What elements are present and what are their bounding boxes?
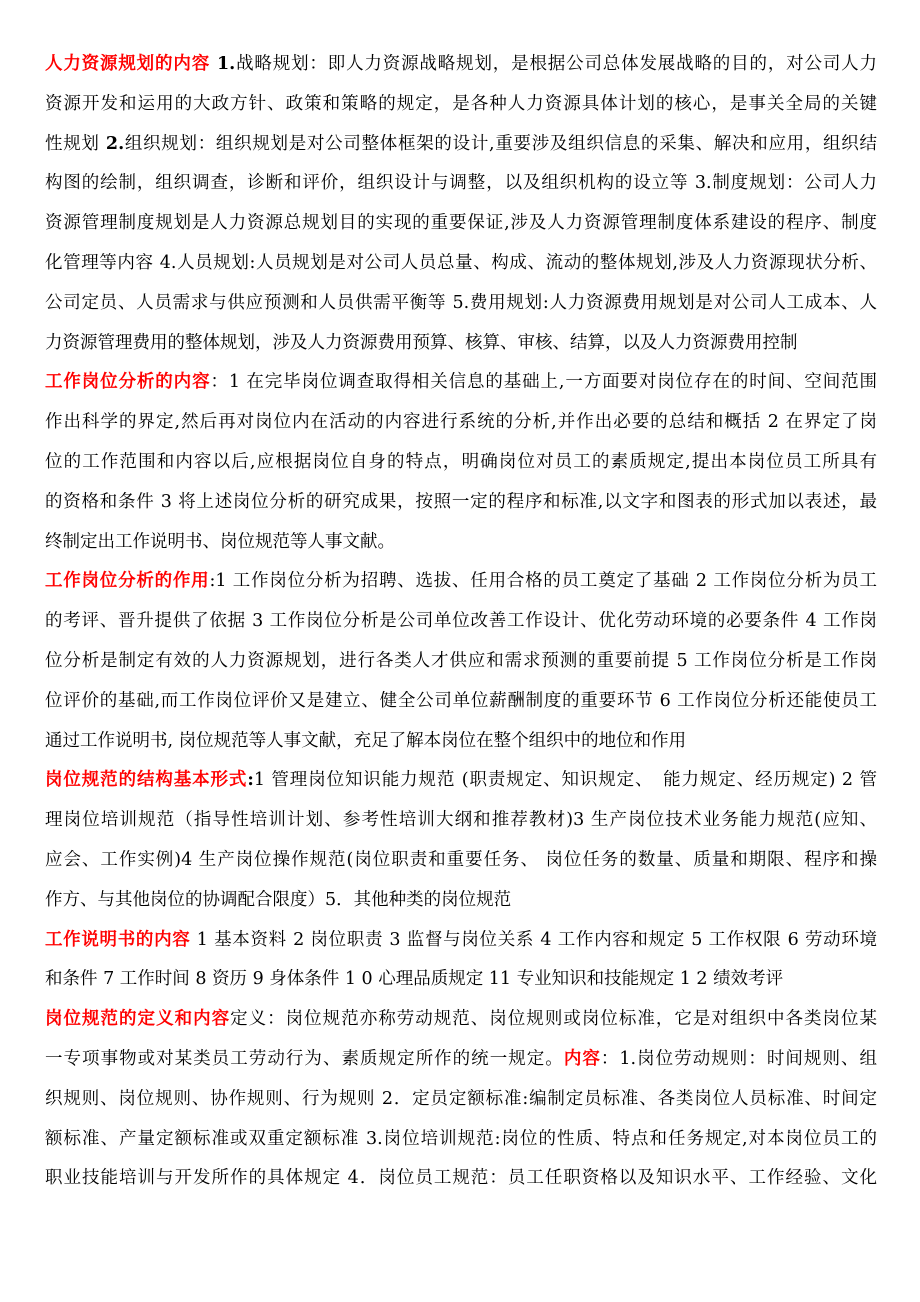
text-line — [45, 801, 877, 841]
text-line — [45, 125, 877, 165]
body-text: 位分析是制定有效的人力资源规划，进行各类人才供应和需求预测的重要前提 5 工作岗位分析是工作岗 — [45, 650, 877, 671]
text-line — [45, 1000, 877, 1040]
document-body — [45, 45, 877, 1199]
body-text: 公司定员、人员需求与供应预测和人员供需平衡等 5.费用规划:人力资源费用规划是对公司人工成本、人 — [45, 292, 877, 313]
section-heading: 工作岗位分析的作用 — [45, 571, 210, 592]
body-text: 1 基本资料 2 岗位职责 3 监督与岗位关系 4 工作内容和规定 5 工作权限 6 劳动环境 — [190, 929, 878, 950]
paragraph-job-spec-definition — [45, 1000, 877, 1199]
text-line — [45, 602, 877, 642]
body-text: 理岗位培训规范（指导性培训计划、参考性培训大纲和推荐教材)3 生产岗位技术业务能力规范(应知、 — [45, 810, 877, 831]
text-line — [45, 45, 877, 85]
body-text: 力资源管理费用的整体规划，涉及人力资源费用预算、核算、审核、结算，以及人力资源费用控制 — [45, 332, 798, 353]
body-text: 职业技能培训与开发所作的具体规定 4．岗位员工规范：员工任职资格以及知识水平、工作经验、文化 — [45, 1168, 877, 1189]
body-text: : — [247, 770, 254, 791]
body-text: 1 管理岗位知识能力规范 (职责规定、知识规定、 能力规定、经历规定) 2 管 — [253, 770, 878, 791]
body-text: 终制定出工作说明书、岗位规范等人事文献。 — [45, 531, 395, 552]
paragraph-job-analysis-content — [45, 363, 877, 562]
text-line — [45, 204, 877, 244]
body-text: 一专项事物或对某类员工劳动行为、素质规定所作的统一规定。 — [45, 1048, 564, 1069]
text-line — [45, 1080, 877, 1120]
section-heading: 岗位规范的定义和内容 — [45, 1009, 231, 1030]
section-heading: 岗位规范的结构基本形式 — [45, 770, 248, 791]
body-text: 作出科学的界定,然后再对岗位内在活动的内容进行系统的分析,并作出必要的总结和概括 2 在界定了岗 — [45, 412, 877, 433]
body-text: 通过工作说明书, 岗位规范等人事文献，充足了解本岗位在整个组织中的地位和作用 — [45, 730, 687, 751]
text-line — [45, 642, 877, 682]
body-text: 资源开发和运用的大政方针、政策和策略的规定，是各种人力资源具体计划的核心，是事关全局的关键 — [45, 93, 877, 114]
section-heading: 工作说明书的内容 — [45, 929, 191, 950]
body-text: 战略规划：即人力资源战略规划，是根据公司总体发展战略的目的，对公司人力 — [235, 54, 877, 74]
body-text: ：1.岗位劳动规则：时间规则、组 — [600, 1048, 877, 1069]
section-heading: 人力资源规划的内容 — [45, 54, 211, 74]
body-text: 化管理等内容 4.人员规划:人员规划是对公司人员总量、构成、流动的整体规划,涉及人力资源现状分析、 — [45, 252, 877, 273]
text-line — [45, 1159, 877, 1199]
body-text: 和条件 7 工作时间 8 资历 9 身体条件 1 0 心理品质规定 11 专业知识和技能规定 1 2 绩效考评 — [45, 969, 784, 990]
text-line — [45, 403, 877, 443]
body-text: 构图的绘制，组织调查，诊断和评价，组织设计与调整，以及组织机构的设立等 3.制度规划：公司人力 — [45, 173, 877, 194]
text-line — [45, 284, 877, 324]
body-text: :1 工作岗位分析为招聘、选拔、任用合格的员工奠定了基础 2 工作岗位分析为员工 — [209, 571, 877, 592]
text-line — [45, 324, 877, 364]
body-text: 的考评、晋升提供了依据 3 工作岗位分析是公司单位改善工作设计、优化劳动环境的必要条件 4 工作岗 — [45, 611, 877, 632]
paragraph-job-description-content — [45, 921, 877, 1001]
text-line — [45, 881, 877, 921]
text-line — [45, 483, 877, 523]
text-line — [45, 722, 877, 762]
text-line — [45, 841, 877, 881]
section-heading: 工作岗位分析的内容 — [45, 372, 211, 393]
body-text: 性规划 — [45, 133, 106, 154]
text-line — [45, 244, 877, 284]
body-text: 位的工作范围和内容以后,应根据岗位自身的特点，明确岗位对员工的素质规定,提出本岗位员工所具有 — [45, 451, 877, 472]
text-line — [45, 1040, 877, 1080]
body-text: ：1 在完毕岗位调查取得相关信息的基础上,一方面要对岗位存在的时间、空间范围 — [210, 372, 877, 393]
text-line — [45, 562, 877, 602]
text-line — [45, 960, 877, 1000]
text-line — [45, 921, 877, 961]
body-text: 2. — [105, 133, 125, 154]
body-text: 资源管理制度规划是人力资源总规划目的实现的重要保证,涉及人力资源管理制度体系建设的程序、制度 — [45, 213, 877, 234]
body-text: 额标准、产量定额标准或双重定额标准 3.岗位培训规范:岗位的性质、特点和任务规定,对本岗位员工的 — [45, 1128, 877, 1149]
body-text: 的资格和条件 3 将上述岗位分析的研究成果，按照一定的程序和标准,以文字和图表的形式加以表述，最 — [45, 491, 877, 512]
section-heading: 内容 — [563, 1048, 601, 1069]
body-text: 定义：岗位规范亦称劳动规范、岗位规则或岗位标准，它是对组织中各类岗位某 — [230, 1009, 878, 1030]
body-text: 应会、工作实例)4 生产岗位操作规范(岗位职责和重要任务、 岗位任务的数量、质量和期限、程序和操 — [45, 849, 877, 870]
paragraph-job-spec-structure — [45, 761, 877, 920]
body-text: 组织规划：组织规划是对公司整体框架的设计,重要涉及组织信息的采集、解决和应用，组织结 — [124, 133, 877, 154]
body-text: 织规则、岗位规则、协作规则、行为规则 2．定员定额标准:编制定员标准、各类岗位人员标准、时间定 — [45, 1088, 877, 1109]
text-line — [45, 761, 877, 801]
body-text: 1. — [210, 54, 236, 74]
text-line — [45, 85, 877, 125]
text-line — [45, 682, 877, 722]
body-text: 位评价的基础,而工作岗位评价又是建立、健全公司单位薪酬制度的重要环节 6 工作岗位分析还能使员工 — [45, 690, 877, 711]
text-line — [45, 443, 877, 483]
text-line — [45, 1120, 877, 1160]
text-line — [45, 164, 877, 204]
text-line — [45, 523, 877, 563]
paragraph-hr-planning-content — [45, 45, 877, 363]
text-line — [45, 363, 877, 403]
paragraph-job-analysis-purpose — [45, 562, 877, 761]
body-text: 作方、与其他岗位的协调配合限度）5．其他种类的岗位规范 — [45, 889, 512, 910]
